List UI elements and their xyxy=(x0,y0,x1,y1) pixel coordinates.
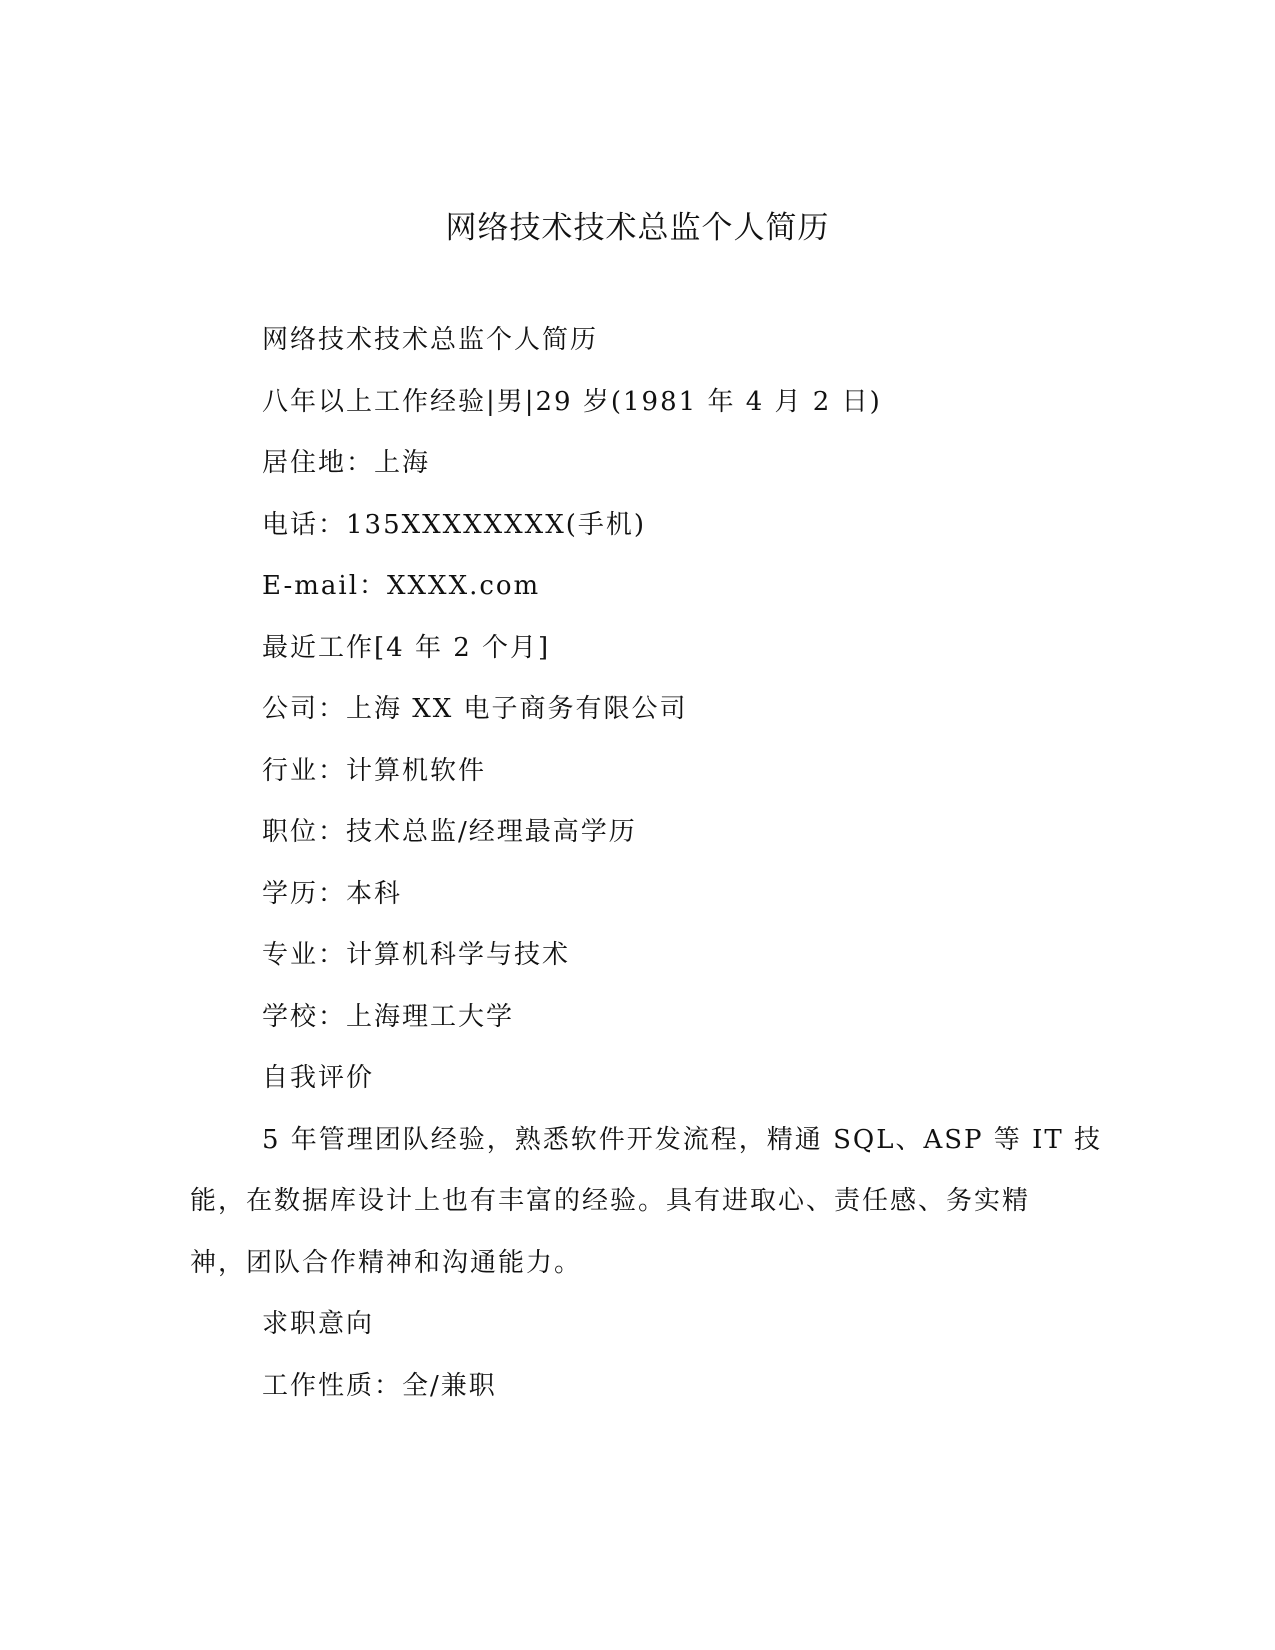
job-intention-heading: 求职意向 xyxy=(262,1309,375,1339)
self-evaluation-line: 能，在数据库设计上也有丰富的经验。具有进取心、责任感、务实精 xyxy=(190,1186,1031,1216)
phone: 电话：135XXXXXXXX(手机) xyxy=(262,509,646,540)
self-evaluation-line: 5 年管理团队经验，熟悉软件开发流程，精通 SQL、ASP 等 IT 技 xyxy=(262,1124,1102,1155)
company: 公司：上海 XX 电子商务有限公司 xyxy=(262,694,688,724)
major: 专业：计算机科学与技术 xyxy=(262,940,571,970)
self-evaluation-line: 神，团队合作精神和沟通能力。 xyxy=(190,1247,583,1278)
experience-summary: 八年以上工作经验|男|29 岁(1981 年 4 月 2 日) xyxy=(262,386,882,417)
document-body xyxy=(190,320,1102,1427)
recent-work: 最近工作[4 年 2 个月] xyxy=(262,632,551,663)
self-evaluation-heading: 自我评价 xyxy=(262,1063,375,1093)
industry: 行业：计算机软件 xyxy=(262,755,487,786)
email: E-mail：XXXX.com xyxy=(262,571,541,601)
self-evaluation-paragraph xyxy=(190,1120,1102,1283)
job-type: 工作性质：全/兼职 xyxy=(262,1370,497,1401)
document-title: 网络技术技术总监个人简历 xyxy=(445,210,830,246)
position: 职位：技术总监/经理最高学历 xyxy=(262,817,637,847)
education-level: 学历：本科 xyxy=(262,878,403,909)
residence: 居住地：上海 xyxy=(262,448,431,478)
school: 学校：上海理工大学 xyxy=(262,1001,515,1032)
resume-heading: 网络技术技术总监个人简历 xyxy=(262,325,599,355)
